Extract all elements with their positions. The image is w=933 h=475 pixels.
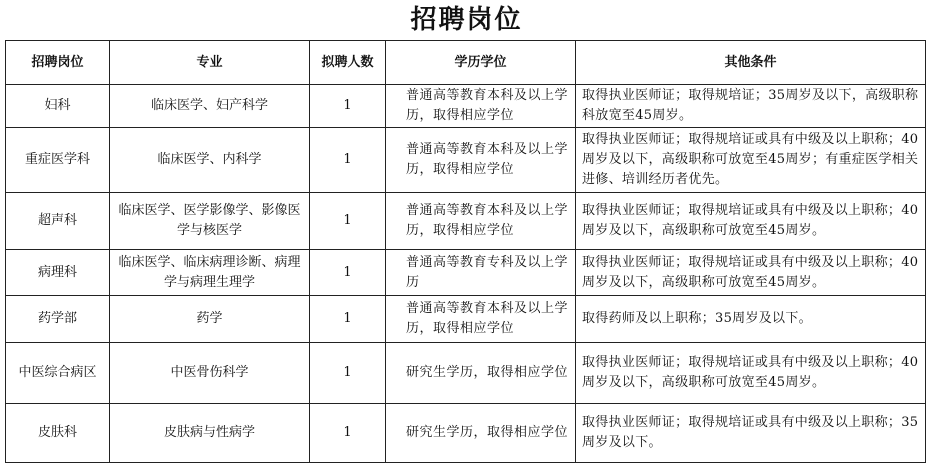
cell-other-conditions: 取得药师及以上职称；35周岁及以下。 bbox=[576, 296, 926, 343]
cell-education: 普通高等教育本科及以上学历，取得相应学位 bbox=[386, 296, 576, 343]
cell-education: 普通高等教育本科及以上学历，取得相应学位 bbox=[386, 193, 576, 250]
cell-major: 临床医学、内科学 bbox=[110, 128, 310, 193]
cell-education: 研究生学历，取得相应学位 bbox=[386, 343, 576, 404]
cell-position: 妇科 bbox=[6, 85, 110, 128]
table-row bbox=[6, 343, 926, 404]
table-row bbox=[6, 296, 926, 343]
cell-other-conditions: 取得执业医师证；取得规培证或具有中级及以上职称；40周岁及以下，高级职称可放宽至45周岁；有重症医学相关进修、培训经历者优先。 bbox=[576, 128, 926, 193]
cell-major: 临床医学、临床病理诊断、病理学与病理生理学 bbox=[110, 250, 310, 296]
cell-other-conditions: 取得执业医师证；取得规培证或具有中级及以上职称；40周岁及以下，高级职称可放宽至45周岁。 bbox=[576, 193, 926, 250]
cell-major: 中医骨伤科学 bbox=[110, 343, 310, 404]
cell-education: 普通高等教育本科及以上学历，取得相应学位 bbox=[386, 128, 576, 193]
header-education: 学历学位 bbox=[386, 41, 576, 85]
recruitment-table bbox=[5, 40, 926, 463]
header-major: 专业 bbox=[110, 41, 310, 85]
cell-other-conditions: 取得执业医师证；取得规培证或具有中级及以上职称；40周岁及以下，高级职称可放宽至45周岁。 bbox=[576, 250, 926, 296]
cell-major: 临床医学、妇产科学 bbox=[110, 85, 310, 128]
cell-other-conditions: 取得执业医师证；取得规培证或具有中级及以上职称；40周岁及以下，高级职称可放宽至45周岁。 bbox=[576, 343, 926, 404]
cell-position: 皮肤科 bbox=[6, 404, 110, 463]
header-other-conditions: 其他条件 bbox=[576, 41, 926, 85]
cell-count: 1 bbox=[310, 128, 386, 193]
cell-count: 1 bbox=[310, 404, 386, 463]
cell-position: 重症医学科 bbox=[6, 128, 110, 193]
table-row bbox=[6, 404, 926, 463]
cell-count: 1 bbox=[310, 85, 386, 128]
page-title: 招聘岗位 bbox=[410, 5, 523, 35]
cell-position: 病理科 bbox=[6, 250, 110, 296]
cell-other-conditions: 取得执业医师证；取得规培证；35周岁及以下，高级职称科放宽至45周岁。 bbox=[576, 85, 926, 128]
cell-education: 研究生学历，取得相应学位 bbox=[386, 404, 576, 463]
table-row bbox=[6, 128, 926, 193]
cell-count: 1 bbox=[310, 296, 386, 343]
table-row bbox=[6, 250, 926, 296]
header-count: 拟聘人数 bbox=[310, 41, 386, 85]
cell-major: 临床医学、医学影像学、影像医学与核医学 bbox=[110, 193, 310, 250]
cell-major: 皮肤病与性病学 bbox=[110, 404, 310, 463]
table-row bbox=[6, 85, 926, 128]
cell-position: 中医综合病区 bbox=[6, 343, 110, 404]
cell-education: 普通高等教育专科及以上学历 bbox=[386, 250, 576, 296]
cell-major: 药学 bbox=[110, 296, 310, 343]
table-header-row bbox=[6, 41, 926, 85]
cell-position: 超声科 bbox=[6, 193, 110, 250]
cell-education: 普通高等教育本科及以上学历，取得相应学位 bbox=[386, 85, 576, 128]
cell-count: 1 bbox=[310, 250, 386, 296]
cell-count: 1 bbox=[310, 193, 386, 250]
table-row bbox=[6, 193, 926, 250]
cell-position: 药学部 bbox=[6, 296, 110, 343]
header-position: 招聘岗位 bbox=[6, 41, 110, 85]
cell-count: 1 bbox=[310, 343, 386, 404]
cell-other-conditions: 取得执业医师证；取得规培证或具有中级及以上职称；35周岁及以下。 bbox=[576, 404, 926, 463]
